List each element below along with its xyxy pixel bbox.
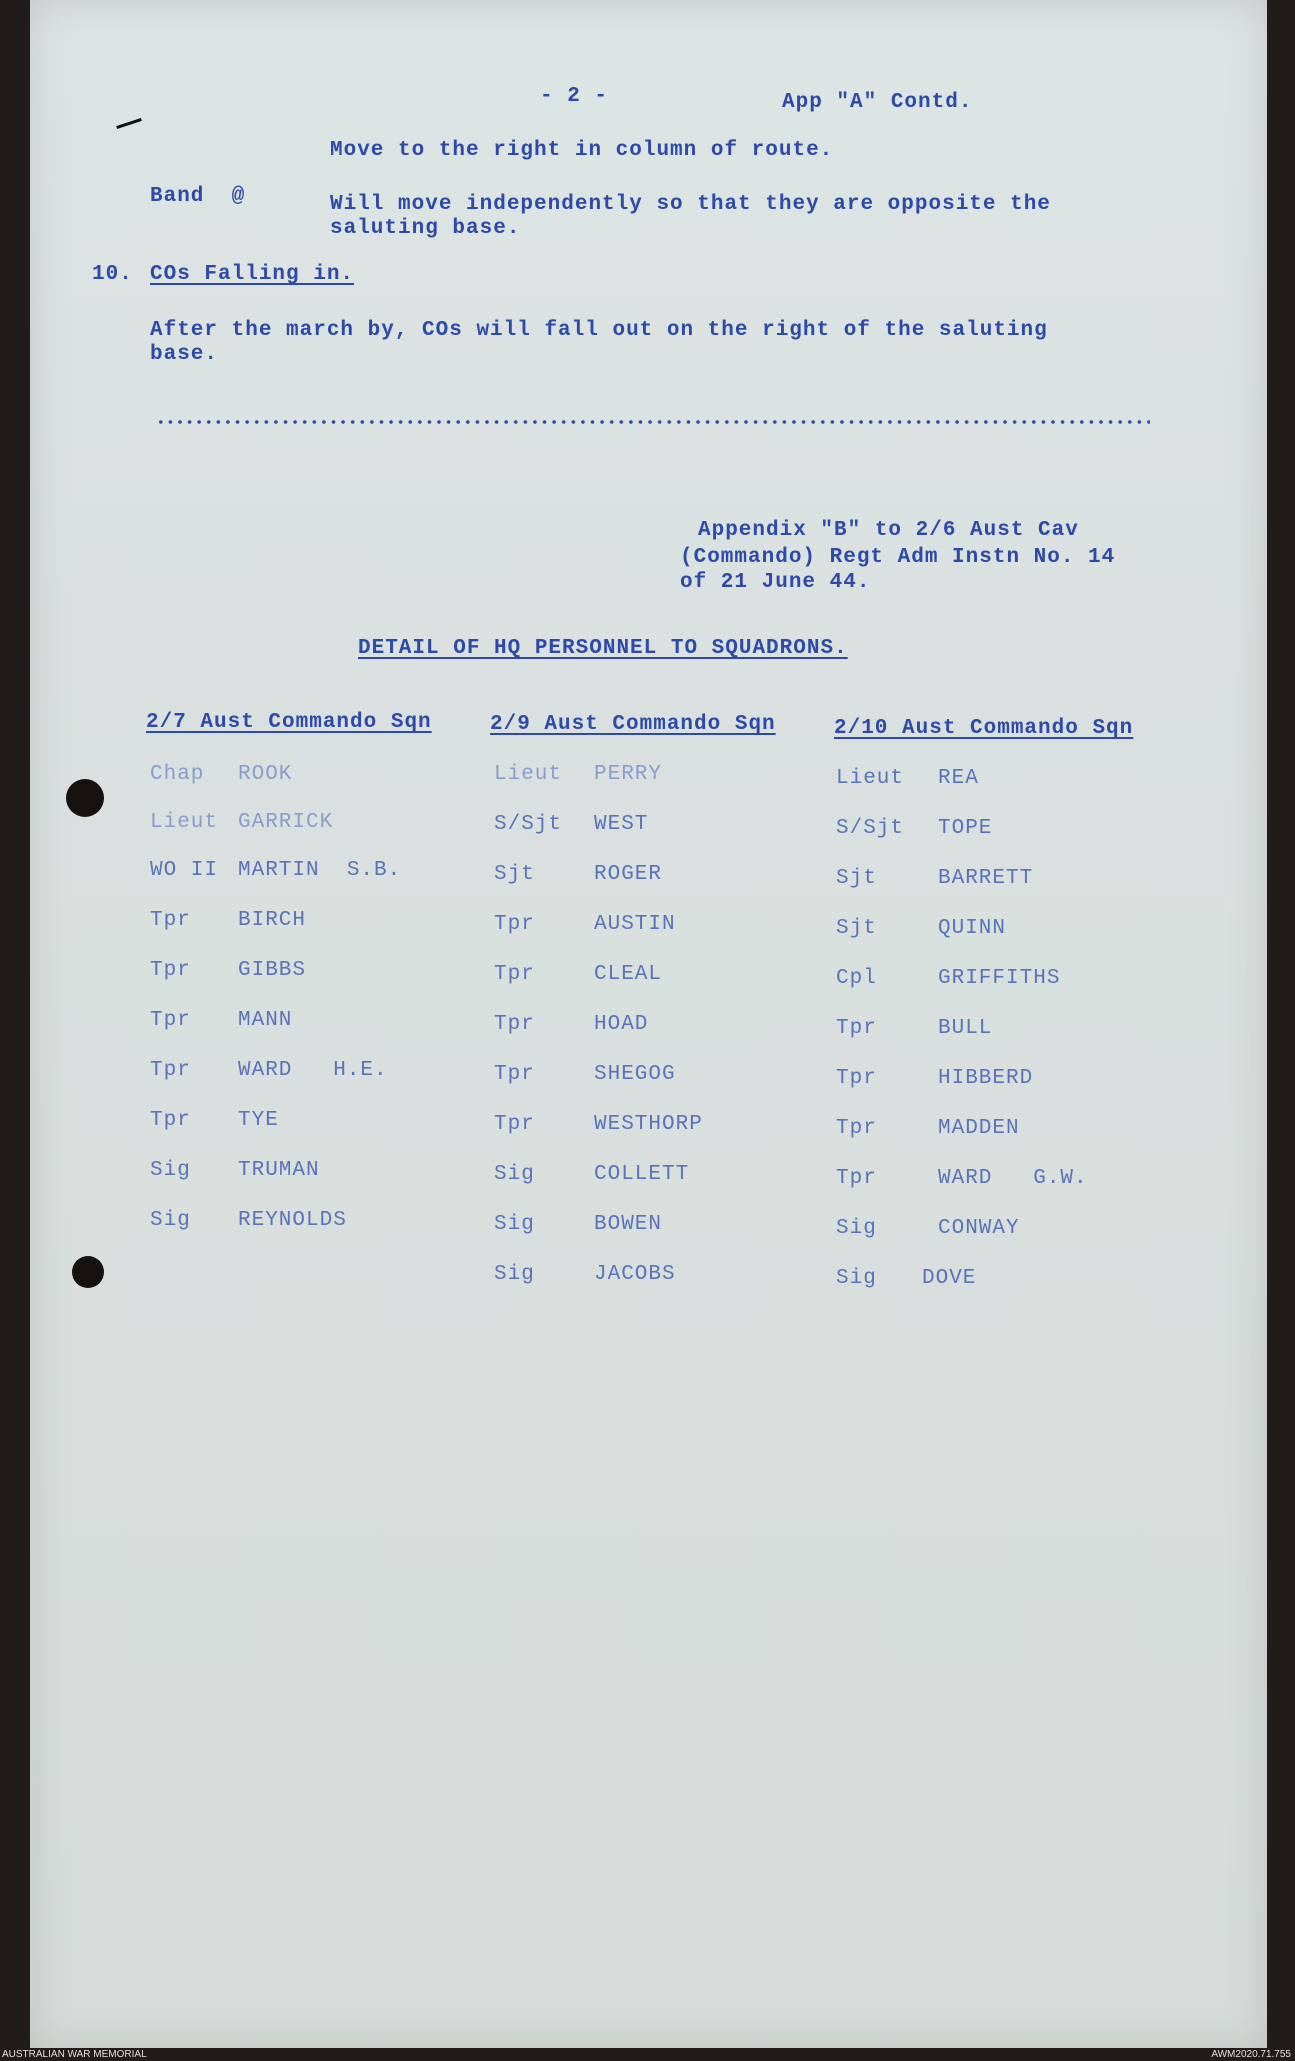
name-cell: ROOK [238, 763, 293, 786]
continuation-label: App "A" Contd. [782, 91, 973, 114]
rank-cell: S/Sjt [836, 817, 905, 840]
section-text-line1: After the march by, COs will fall out on the right of the saluting [150, 319, 1048, 342]
rank-cell: WO II [150, 859, 219, 882]
column-header-2-7: 2/7 Aust Commando Sqn [146, 711, 432, 734]
rank-cell: Tpr [494, 913, 535, 936]
rank-cell: Tpr [494, 1113, 535, 1136]
section-text-line2: base. [150, 343, 219, 366]
appendix-line2: (Commando) Regt Adm Instn No. 14 [680, 546, 1116, 569]
name-cell: TOPE [938, 817, 993, 840]
name-cell: WARD G.W. [938, 1167, 1088, 1190]
column-header-2-10: 2/10 Aust Commando Sqn [834, 717, 1134, 740]
name-cell: PERRY [594, 763, 663, 786]
band-label: Band @ [150, 185, 246, 208]
appendix-line3: of 21 June 44. [680, 571, 871, 594]
name-cell: ROGER [594, 863, 663, 886]
rank-cell: Sjt [494, 863, 535, 886]
rank-cell: Sig [836, 1267, 877, 1290]
name-cell: GIBBS [238, 959, 307, 982]
footer-institution: AUSTRALIAN WAR MEMORIAL [2, 2049, 147, 2060]
name-cell: MANN [238, 1009, 293, 1032]
rank-cell: Sig [494, 1263, 535, 1286]
name-cell: BIRCH [238, 909, 307, 932]
name-cell: GRIFFITHS [938, 967, 1061, 990]
name-cell: MADDEN [938, 1117, 1020, 1140]
rank-cell: Sig [494, 1213, 535, 1236]
name-cell: WEST [594, 813, 649, 836]
table-title: DETAIL OF HQ PERSONNEL TO SQUADRONS. [358, 637, 848, 660]
rank-cell: S/Sjt [494, 813, 563, 836]
name-cell: HIBBERD [938, 1067, 1034, 1090]
name-cell: DOVE [922, 1267, 977, 1290]
page-number: - 2 - [540, 85, 609, 108]
name-cell: TRUMAN [238, 1159, 320, 1182]
archive-footer [0, 2048, 1295, 2061]
footer-accession-number: AWM2020.71.755 [1211, 2049, 1291, 2060]
name-cell: BOWEN [594, 1213, 663, 1236]
name-cell: SHEGOG [594, 1063, 676, 1086]
rank-cell: Chap [150, 763, 205, 786]
rank-cell: Tpr [150, 959, 191, 982]
name-cell: REA [938, 767, 979, 790]
name-cell: AUSTIN [594, 913, 676, 936]
name-cell: WESTHORP [594, 1113, 703, 1136]
name-cell: QUINN [938, 917, 1007, 940]
name-cell: HOAD [594, 1013, 649, 1036]
section-number: 10. [92, 263, 133, 286]
name-cell: JACOBS [594, 1263, 676, 1286]
rank-cell: Sig [150, 1209, 191, 1232]
rank-cell: Tpr [836, 1117, 877, 1140]
rank-cell: Lieut [494, 763, 563, 786]
band-instruction-line1: Will move independently so that they are opposite the [330, 193, 1051, 216]
punch-hole-bottom [72, 1256, 104, 1288]
name-cell: WARD H.E. [238, 1059, 388, 1082]
rank-cell: Sig [836, 1217, 877, 1240]
rank-cell: Tpr [836, 1017, 877, 1040]
name-cell: MARTIN S.B. [238, 859, 402, 882]
name-cell: COLLETT [594, 1163, 690, 1186]
punch-hole-top [66, 779, 104, 817]
section-heading: COs Falling in. [150, 263, 355, 286]
name-cell: TYE [238, 1109, 279, 1132]
rank-cell: Lieut [836, 767, 905, 790]
rank-cell: Tpr [150, 909, 191, 932]
rank-cell: Sjt [836, 917, 877, 940]
name-cell: GARRICK [238, 811, 334, 834]
rank-cell: Tpr [494, 1013, 535, 1036]
dotted-separator [156, 419, 1150, 425]
rank-cell: Sig [494, 1163, 535, 1186]
name-cell: BARRETT [938, 867, 1034, 890]
appendix-line1: Appendix "B" to 2/6 Aust Cav [698, 519, 1079, 542]
name-cell: CONWAY [938, 1217, 1020, 1240]
name-cell: BULL [938, 1017, 993, 1040]
rank-cell: Tpr [150, 1109, 191, 1132]
rank-cell: Tpr [150, 1059, 191, 1082]
name-cell: REYNOLDS [238, 1209, 347, 1232]
rank-cell: Sig [150, 1159, 191, 1182]
column-header-2-9: 2/9 Aust Commando Sqn [490, 713, 776, 736]
rank-cell: Tpr [836, 1167, 877, 1190]
rank-cell: Sjt [836, 867, 877, 890]
rank-cell: Tpr [836, 1067, 877, 1090]
move-instruction: Move to the right in column of route. [330, 139, 834, 162]
name-cell: CLEAL [594, 963, 663, 986]
rank-cell: Tpr [150, 1009, 191, 1032]
rank-cell: Tpr [494, 1063, 535, 1086]
rank-cell: Cpl [836, 967, 877, 990]
rank-cell: Tpr [494, 963, 535, 986]
document-page [30, 0, 1267, 2048]
rank-cell: Lieut [150, 811, 219, 834]
band-instruction-line2: saluting base. [330, 217, 521, 240]
